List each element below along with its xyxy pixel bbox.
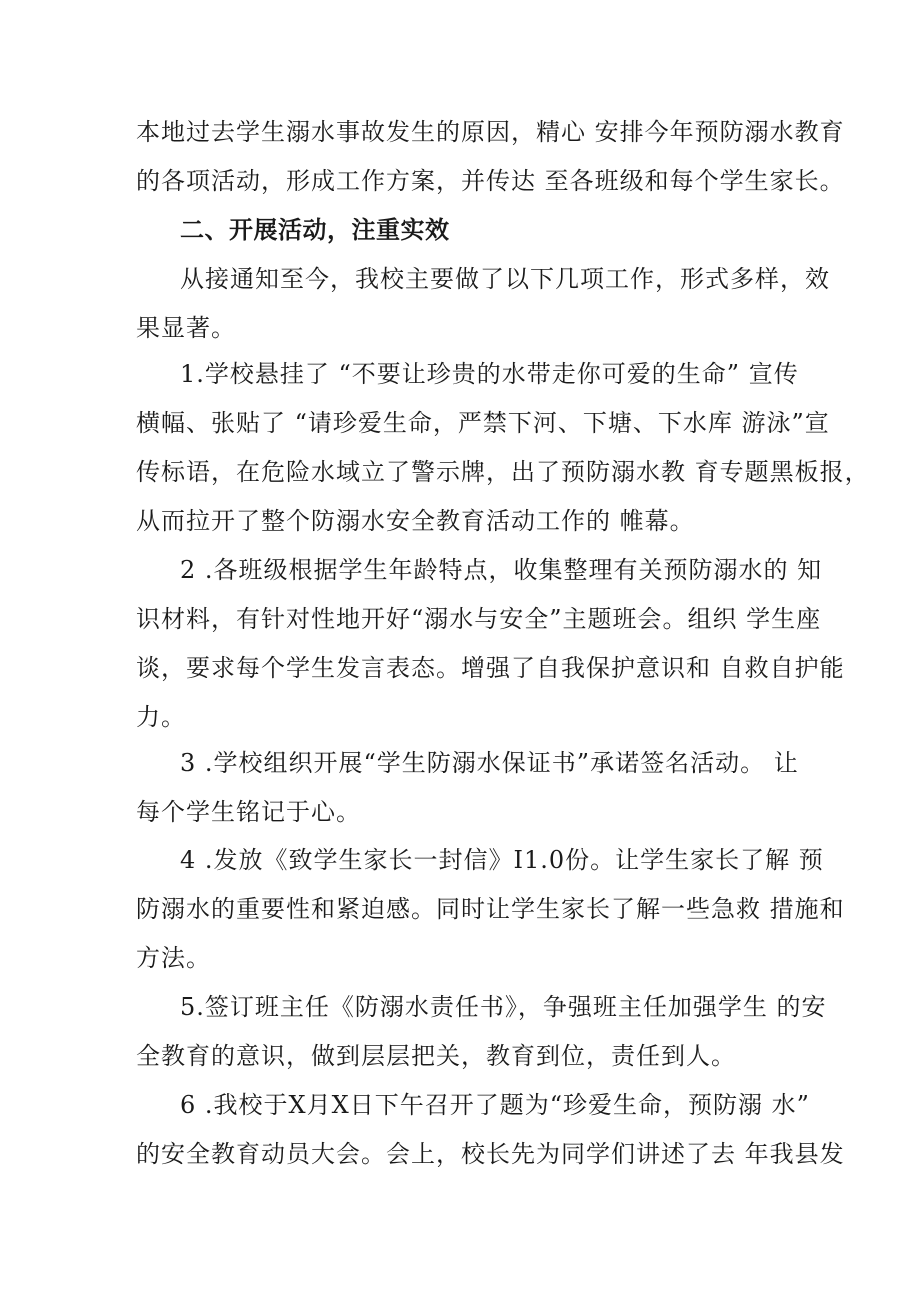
list-item-4-line: 防溺水的重要性和紧迫感。同时让学生家长了解一些急救 措施和 bbox=[136, 895, 845, 923]
list-item-2-line: 2 .各班级根据学生年龄特点，收集整理有关预防溺水的 知 bbox=[180, 556, 823, 584]
list-item-4-line: 4 .发放《致学生家长一封信》I1.0份。让学生家长了解 预 bbox=[180, 846, 824, 874]
list-item-1-line: 1.学校悬挂了 “不要让珍贵的水带走你可爱的生命” 宣传 bbox=[180, 360, 799, 388]
list-item-2-line: 力。 bbox=[136, 703, 186, 731]
list-item-6-line: 的安全教育动员大会。会上，校长先为同学们讲述了去 年我县发 bbox=[136, 1140, 845, 1168]
paragraph-line: 果显著。 bbox=[136, 314, 236, 342]
list-item-1-line: 从而拉开了整个防溺水安全教育活动工作的 帷幕。 bbox=[136, 507, 695, 535]
list-item-1-line: 横幅、张贴了 “请珍爱生命，严禁下河、下塘、下水库 游泳”宣 bbox=[136, 409, 830, 437]
list-item-4-line: 方法。 bbox=[136, 944, 211, 972]
paragraph-line: 本地过去学生溺水事故发生的原因，精心 安排今年预防溺水教育 bbox=[136, 118, 845, 146]
list-item-3-line: 3 .学校组织开展“学生防溺水保证书”承诺签名活动。 让 bbox=[180, 749, 799, 777]
list-item-3-line: 每个学生铭记于心。 bbox=[136, 798, 361, 826]
list-item-5-line: 全教育的意识，做到层层把关，教育到位，责任到人。 bbox=[136, 1042, 736, 1070]
list-item-2-line: 识材料，有针对性地开好“溺水与安全”主题班会。组织 学生座 bbox=[136, 605, 822, 633]
list-item-5-line: 5.签订班主任《防溺水责任书》，争强班主任加强学生 的安 bbox=[180, 993, 827, 1021]
section-heading: 二、开展活动，注重实效 bbox=[180, 216, 450, 244]
list-item-1-line: 传标语，在危险水域立了警示牌，出了预防溺水教 育专题黑板报， bbox=[136, 458, 870, 486]
paragraph-line: 从接通知至今，我校主要做了以下几项工作，形式多样，效 bbox=[180, 265, 830, 293]
list-item-2-line: 谈，要求每个学生发言表态。增强了自我保护意识和 自救自护能 bbox=[136, 654, 845, 682]
paragraph-line: 的各项活动，形成工作方案，并传达 至各班级和每个学生家长。 bbox=[136, 167, 845, 195]
list-item-6-line: 6 .我校于X月X日下午召开了题为“珍爱生命，预防溺 水” bbox=[180, 1091, 810, 1119]
